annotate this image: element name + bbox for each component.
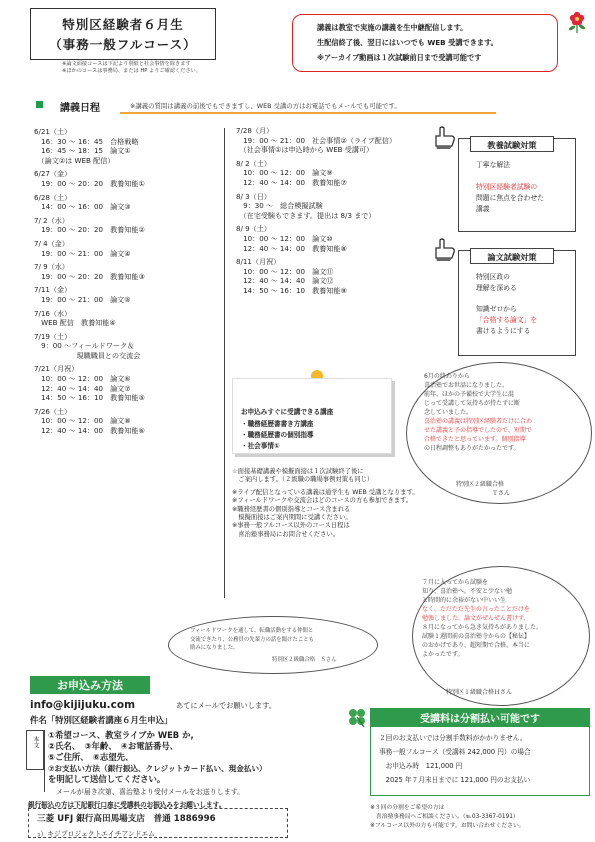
schedule-entry: 9：00 ～フィールドワーク＆ [34, 341, 135, 351]
schedule-entry: 12：40 ～ 14：40 論文⑫ [236, 276, 334, 286]
payment-note: ※３回の分割をご希望の方は [370, 805, 445, 811]
bank-account: 三菱 UFJ 銀行高田馬場支店 普通 1886996 [37, 814, 216, 824]
payment-line: ２回のお支払いでは分割手数料がかかりません。 [379, 734, 527, 742]
payment-line: 事務一般フルコース（受講料 242,000 円）の場合 [379, 748, 531, 756]
quick-start-box [232, 378, 392, 454]
title-box [30, 8, 216, 60]
kyoyo-line [476, 193, 544, 204]
payment-note: 喜治塾事務局へご相談ください。（℡03-3367-0191） [370, 814, 519, 820]
apply-email-link[interactable]: info@kijijuku.com [30, 699, 136, 711]
schedule-entry: 19：00 ～ 21：00 論文⑤ [34, 294, 131, 304]
schedule-entry: 6/28（土） [34, 192, 72, 202]
body-label-text: 本文 [32, 736, 39, 748]
body-label [26, 730, 44, 770]
testimonial-line: の日程調整もありがたかったです。 [424, 445, 520, 452]
testimonial-line: フィールドワークを通して、転職活動をする仲間と [190, 628, 314, 634]
ronbun-card-title: 論文試験対策 [470, 248, 554, 264]
reply-note: メールが届き次第、喜治塾より受付メールをお送りします。 [56, 788, 245, 796]
ronbun-line: 知識ゼロから [476, 305, 517, 313]
footnote-line: ※フィールドワークや交流会はどのコースの方も参加できます。 [232, 497, 413, 505]
flower-icon [566, 10, 588, 34]
schedule-entry: 16：45 ～ 18：15 論文① [34, 146, 131, 156]
testimonial-line: せた講義と予の指導でしたので、短期で [424, 427, 532, 434]
schedule-entry: 7/28（月） [236, 126, 274, 135]
schedule-entry: 19：00 ～ 20：20 教養知能② [34, 225, 145, 235]
schedule-entry: 14：50 ～ 16：10 教養知能⑨ [236, 285, 347, 295]
testimonial-line: のおかげであり、超短期で合格。本当に [422, 642, 531, 649]
clover-icon [346, 706, 368, 728]
testimonial-line: 励みになりました。 [190, 645, 239, 652]
apply-banner: お申込み方法 [30, 676, 150, 694]
schedule-entry: 10：00 ～ 12：00 論文⑧ [34, 416, 131, 426]
schedule-entry: 9：30 ～ 総合模擬試験 [236, 201, 323, 211]
schedule-entry: 8/11（月祝） [236, 257, 281, 267]
body-item: ①希望コース、教室ライブか WEB か, [48, 730, 194, 740]
testimonial-line: 前年、ほかの予備校で大学生に混 [424, 391, 515, 398]
green-square-icon [36, 101, 43, 108]
payment-banner: 受講料は分割払い可能です [370, 708, 590, 726]
schedule-entry: 7/21（月祝） [34, 364, 79, 374]
schedule-entry: 10：00 ～ 12：00 論文⑩ [236, 233, 333, 243]
schedule-entry: 19：00 ～ 20：20 教養知能① [34, 178, 145, 188]
schedule-entry: （社会事情①は申込時から WEB 受講可） [236, 145, 374, 155]
schedule-entry: 7/26（土） [34, 406, 72, 416]
footnote-line: ☆面接基礎講義や模擬面接は１次試験終了後に [232, 468, 364, 475]
ronbun-line: 「合格する論文」を [476, 316, 538, 324]
bank-instruction: 銀行振込の方は下記銀行口座に受講料のお振込みをお願いします。 [28, 801, 226, 809]
testimonial-3-signature: 特別区２級職合格 Ｓさん [272, 657, 337, 663]
body-item: を明記して送信してください。 [48, 774, 166, 784]
body-item: ⑦お支払い方法（銀行振込、クレジットカード払い、現金払い） [48, 764, 267, 773]
testimonial-line: と時間的に余裕がない中いい生 [422, 597, 507, 604]
body-item: ②氏名、 ③年齢、 ④お電話番号、 [48, 741, 179, 751]
pointing-hand-icon [432, 124, 458, 150]
schedule-entry: 14：50 ～ 16：10 教養知能⑤ [34, 393, 145, 403]
testimonial-2-text [422, 578, 584, 659]
apply-email-note: あてにメールでお願いします。 [176, 701, 276, 710]
schedule-entry: 19：00 ～ 21：00 社会事情②（ライブ配信） [236, 135, 397, 145]
page-title: 特別区経験者６月生 [62, 17, 184, 32]
testimonial-3-text [190, 627, 370, 653]
ronbun-line: 書けるようにする [476, 327, 531, 335]
kyoyo-line: 特別区経験者試験の [476, 183, 538, 191]
pointing-hand-icon [432, 236, 458, 262]
schedule-entry: 8/ 9（土） [236, 224, 271, 234]
quick-start-item: ・職務経歴書の個別指導 [241, 431, 314, 439]
testimonial-2-signature: 特別区１級職合格Ｈさん [446, 689, 513, 696]
testimonial-line: ７月に入ってから試験を [422, 579, 489, 586]
testimonial-line: 喜治塾でお世話になりました。 [424, 382, 509, 389]
course-note-2: ※ほかのコースは事務局、または HP よりご確認ください。 [62, 68, 201, 74]
schedule-entry: 12：40 ～ 14：00 教養知能⑥ [34, 426, 145, 436]
apply-subject: 件名「特別区経験者講座６月生申込」 [30, 715, 173, 725]
bank-account-name: ｭ）キジプロジェクトエイチアンドエム [37, 830, 155, 838]
schedule-entry: 7/16（水） [34, 308, 72, 318]
kyoyo-line-text: 問題に焦点を合わせた [476, 194, 544, 202]
footnote-line: 模擬面接はご案内期間に受講ください。 [232, 514, 352, 522]
schedule-entry: 10：00 ～ 12：00 論文⑥ [34, 374, 131, 384]
ronbun-line: 理解を深める [476, 284, 517, 292]
kyoyo-line: 丁寧な解法 [476, 161, 510, 169]
schedule-entry: 10：00 ～ 12：00 論文⑪ [236, 266, 334, 276]
schedule-entry: 現職職員との交流会 [34, 350, 141, 360]
footnote-line: ※事務一般フルコース以外のコース日程は [232, 522, 350, 530]
footnote-line: ご案内します。（２級職の職場事例対策も同じ） [232, 476, 374, 484]
footnote-line: ※ライブ配信となっている講義は通学生も WEB 受講となります。 [232, 488, 419, 496]
payment-note: ※フルコース以外の方も可能です。お問い合わせください。 [370, 823, 525, 829]
schedule-entry: （在宅受験もできます。提出は 8/3 まで） [236, 210, 376, 220]
course-note-1: ※論文面接コースは下記より別紙と社会事情を除きます [62, 61, 191, 67]
schedule-left-column [34, 127, 220, 436]
schedule-entry: 8/ 2（土） [236, 158, 271, 168]
schedule-heading: 講義日程 [60, 103, 100, 114]
schedule-entry: （論文②は WEB 配信） [34, 155, 115, 165]
quick-start-title: お申込みすぐに受講できる講座 [241, 408, 334, 416]
schedule-entry: 10：00 ～ 12：00 論文⑨ [236, 168, 333, 178]
schedule-entry: 7/19（土） [34, 331, 72, 341]
testimonial-line: 喜治塾の講義は特別区経験者だけに合わ [424, 418, 533, 425]
footnote-line: ※職務経歴書の個別指導とコース含まれる [232, 505, 351, 513]
schedule-entry: 12：40 ～ 14：00 教養知能⑧ [236, 243, 347, 253]
testimonial-line: 交流できたり、公務員の先輩方の話を聞けたことも [190, 636, 314, 643]
testimonial-1-signature-name: Ｔさん [492, 490, 511, 497]
quick-start-item: ・職務経歴書書き方講座 [241, 420, 314, 428]
schedule-entry: 16：30 ～ 16：45 合格戦略 [34, 136, 139, 146]
schedule-entry: 7/ 2（水） [34, 215, 69, 225]
notice-line: 講義は教室で実施の講義を生中継配信します。 [317, 23, 468, 32]
testimonial-line: よかったです。 [422, 651, 464, 658]
testimonial-line: 知り、喜治塾へ。不安と少ない勉 [422, 588, 513, 595]
column-divider [224, 128, 225, 598]
payment-line: お申込み時 121,000 円 [379, 762, 463, 770]
schedule-entry: 12：40 ～ 14：00 教養知能⑦ [236, 177, 347, 187]
schedule-note: ※講義の質問は講義の前後でもできますし、WEB 受講の方はお電話でもメールでも可能です。 [130, 102, 401, 110]
payment-line: 2025 年７月末日までに 121,000 円のお支払い [379, 776, 531, 784]
schedule-mid-column [236, 126, 422, 296]
ronbun-line: 特別区政の [476, 273, 510, 281]
heading-underline [120, 112, 496, 114]
notice-box [292, 14, 558, 72]
testimonial-line: ８月になってから急き気持ちがありました。 [422, 624, 543, 631]
kyoyo-line: 講義 [476, 205, 490, 213]
schedule-entry: WEB 配信 教養知能④ [34, 318, 116, 328]
testimonial-1-signature: 特別区２級職合格 [456, 481, 505, 488]
notice-line: 生配信終了後、翌日にはいつでも WEB 受講できます。 [317, 38, 498, 47]
testimonial-line: じって受講して気持ちが持たずに断 [424, 400, 521, 407]
schedule-entry: 14：00 ～ 16：00 論文③ [34, 202, 131, 212]
quick-start-item: ・社会事情① [241, 442, 280, 450]
schedule-entry: 19：00 ～ 20：20 教養知能③ [34, 271, 145, 281]
body-item: ⑤ご住所、 ⑥志望先、 [48, 752, 134, 762]
testimonial-line: 6月の終わりから [424, 373, 470, 380]
bank-account-box [28, 808, 288, 838]
schedule-entry: 8/ 3（日） [236, 191, 271, 201]
payment-box [370, 726, 590, 796]
schedule-entry: 7/ 9（水） [34, 262, 69, 272]
notice-line: ※アーカイブ動画は１次試験前日まで受講可能です [317, 53, 482, 62]
testimonial-line: なく、ただただ先生の言ったことだけを [422, 606, 530, 613]
schedule-entry: 6/27（金） [34, 169, 72, 179]
testimonial-line: 試験１週間前の喜治塾寺からの【秘伝】 [422, 633, 531, 640]
schedule-entry: 7/11（金） [34, 285, 72, 295]
kyoyo-card-title: 教養試験対策 [470, 136, 554, 152]
schedule-entry: 6/21（土） [34, 127, 72, 136]
ronbun-card [458, 250, 576, 356]
schedule-entry: 19：00 ～ 21：00 論文④ [34, 248, 131, 258]
testimonial-line: 勉強しました。論文がぜんぜん書けず、 [422, 615, 530, 622]
footnote-line: 喜治塾事務局にお問合せください。 [232, 530, 340, 538]
testimonial-line: 念していました。 [424, 409, 473, 416]
testimonial-1-text [424, 372, 584, 453]
schedule-entry: 12：40 ～ 14：40 論文⑦ [34, 383, 131, 393]
schedule-entry: 7/ 4（金） [34, 238, 69, 248]
testimonial-line: 合格できたと思っています。個別指導 [424, 436, 526, 443]
page-subtitle: （事務一般フルコース） [49, 37, 197, 52]
